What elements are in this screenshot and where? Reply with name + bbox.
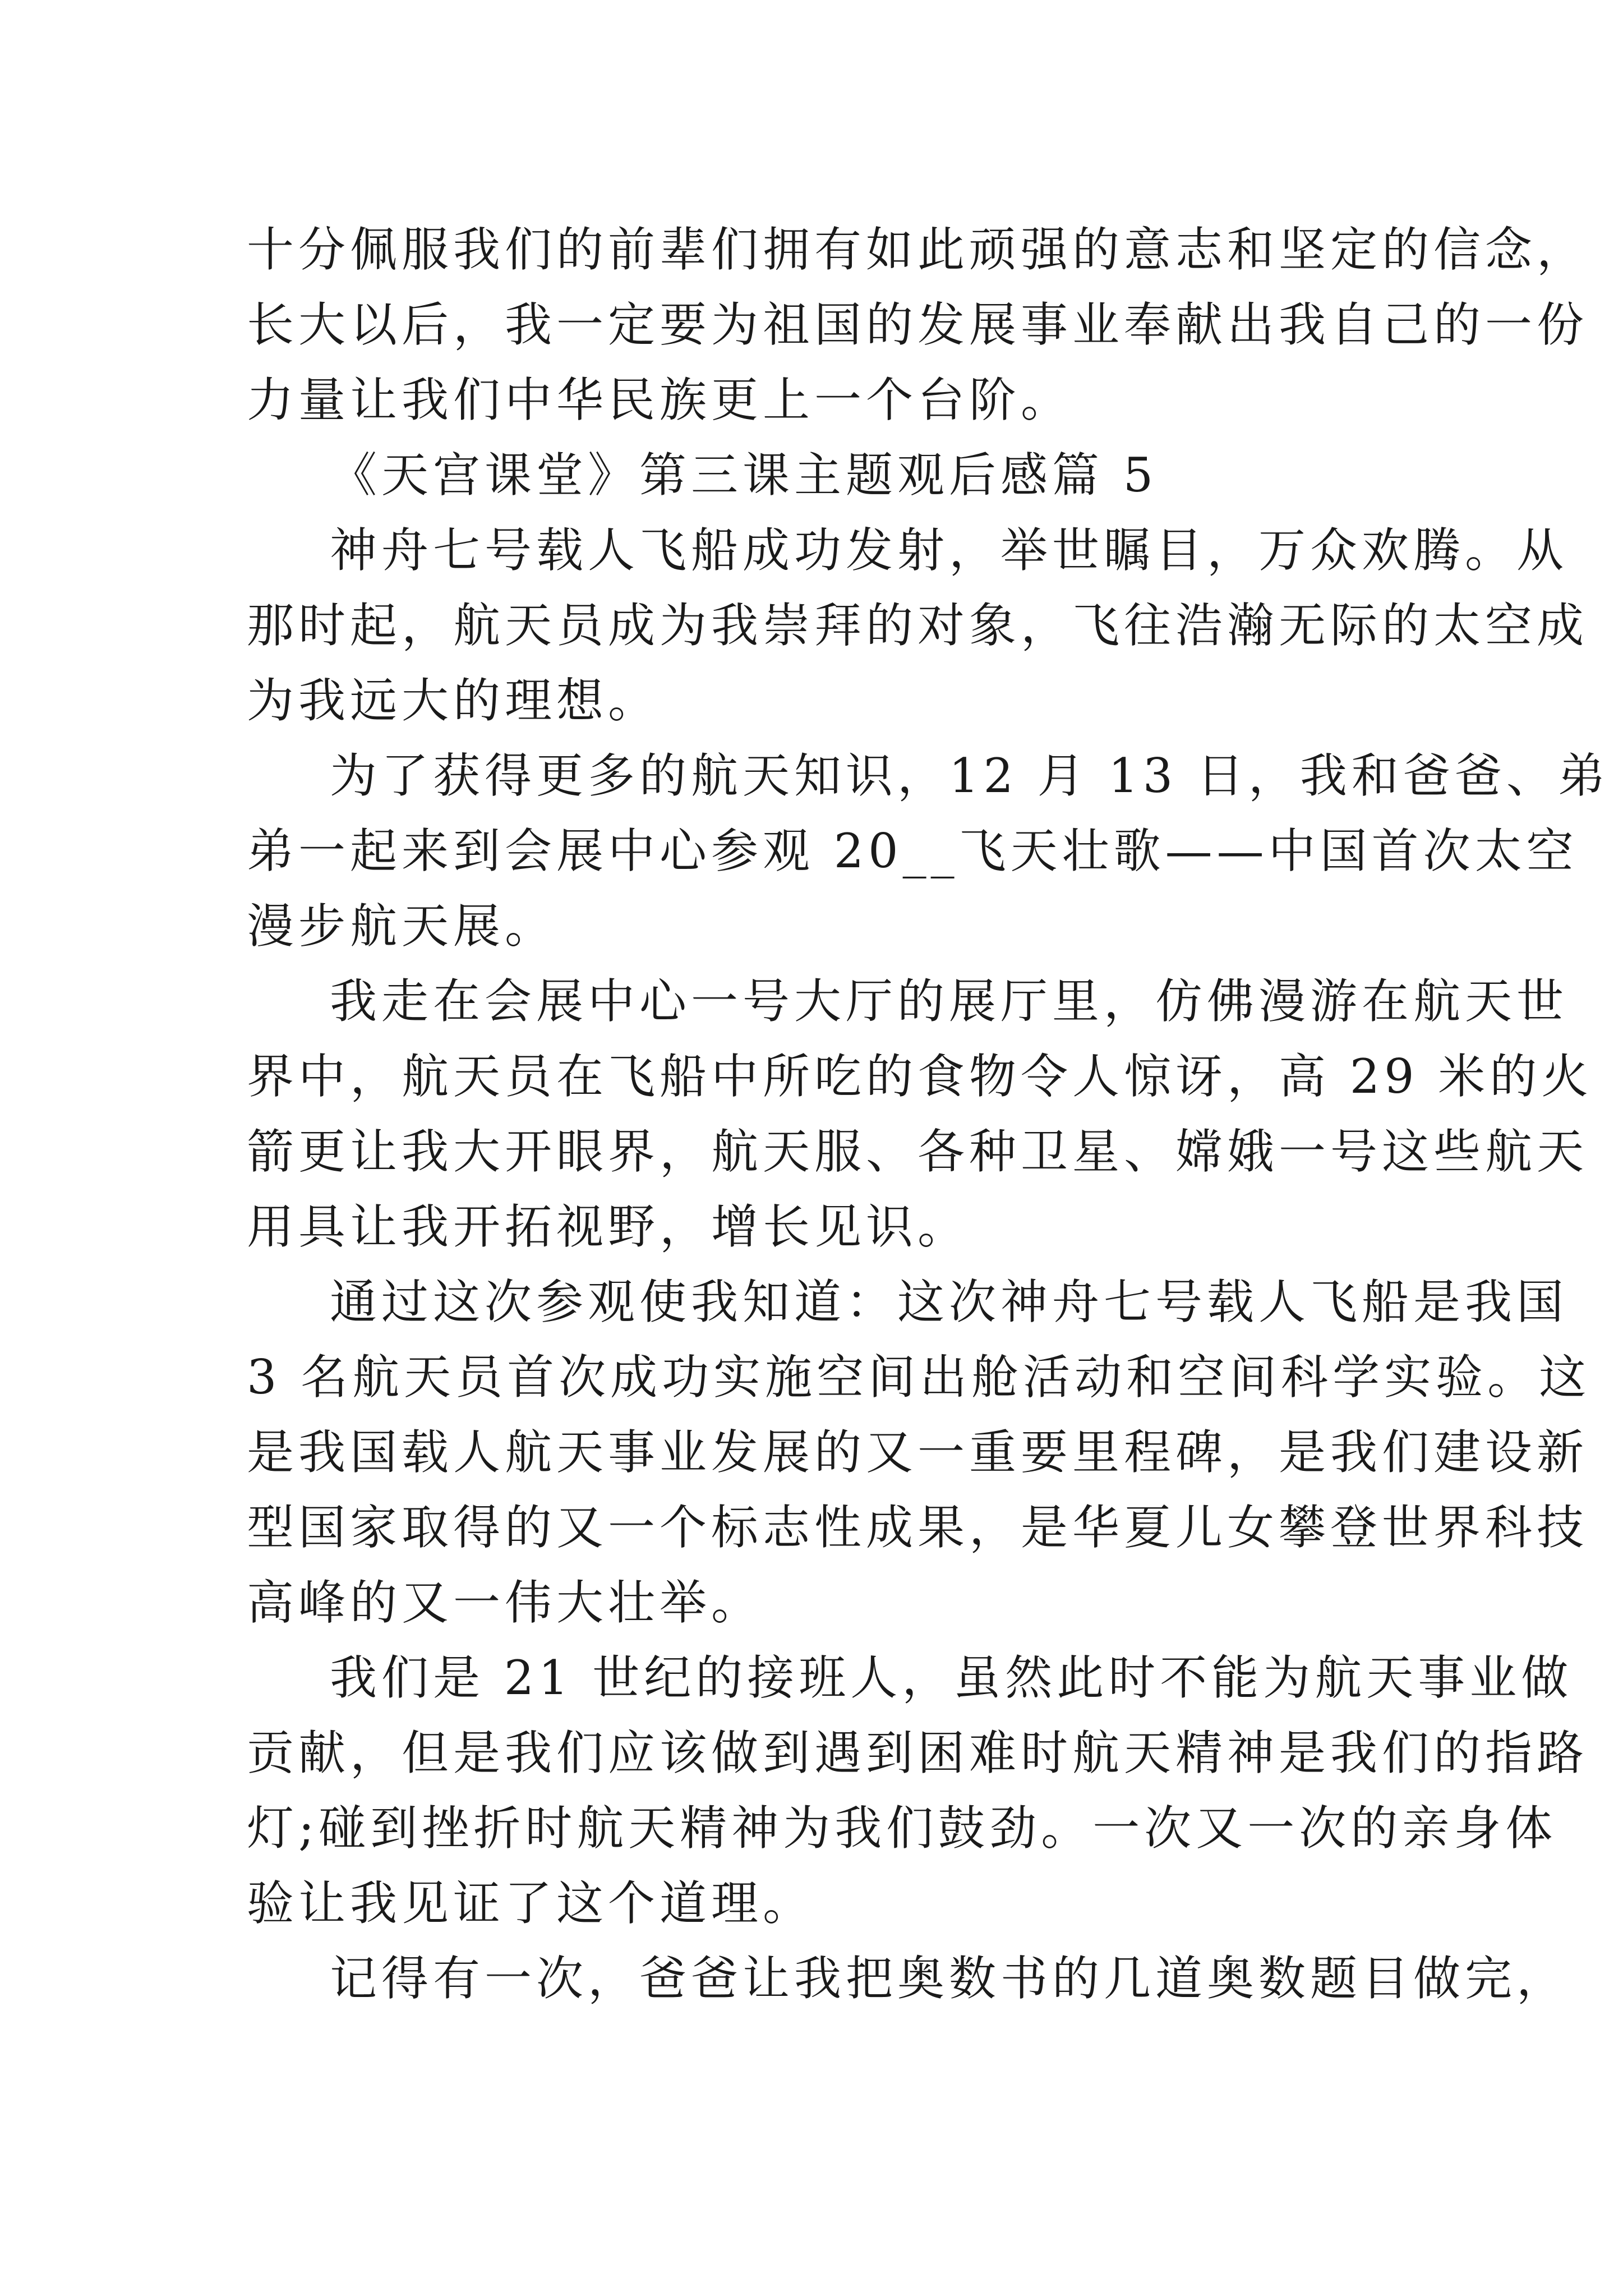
text-line: 力量让我们中华民族更上一个台阶。 xyxy=(247,372,1073,427)
text-line: 高峰的又一伟大壮举。 xyxy=(247,1575,763,1630)
text-line: 3 名航天员首次成功实施空间出舱活动和空间科学实验。这 xyxy=(247,1350,1591,1405)
text-line: 用具让我开拓视野，增长见识。 xyxy=(247,1199,970,1254)
text-line: 为我远大的理想。 xyxy=(247,673,660,728)
text-line: 长大以后，我一定要为祖国的发展事业奉献出我自己的一份 xyxy=(247,297,1589,352)
section-heading: 《天宫课堂》第三课主题观后感篇 5 xyxy=(330,448,1158,503)
text-line: 漫步航天展。 xyxy=(247,899,557,954)
text-line: 验让我见证了这个道理。 xyxy=(247,1876,815,1931)
text-line: 我们是 21 世纪的接班人，虽然此时不能为航天事业做 xyxy=(330,1650,1573,1705)
text-line: 我走在会展中心一号大厅的展厅里，仿佛漫游在航天世 xyxy=(330,974,1569,1029)
document-page xyxy=(247,212,1610,2016)
text-line: 贡献，但是我们应该做到遇到困难时航天精神是我们的指路 xyxy=(247,1726,1589,1780)
text-line: 记得有一次，爸爸让我把奥数书的几道奥数题目做完， xyxy=(330,1951,1569,2006)
text-line: 为了获得更多的航天知识，12 月 13 日，我和爸爸、弟 xyxy=(330,748,1610,803)
text-line: 是我国载人航天事业发展的又一重要里程碑，是我们建设新 xyxy=(247,1425,1589,1480)
text-line: 型国家取得的又一个标志性成果，是华夏儿女攀登世界科技 xyxy=(247,1500,1589,1555)
text-line: 那时起，航天员成为我崇拜的对象，飞往浩瀚无际的太空成 xyxy=(247,598,1589,653)
text-line: 界中，航天员在飞船中所吃的食物令人惊讶，高 29 米的火 xyxy=(247,1049,1593,1104)
text-line: 十分佩服我们的前辈们拥有如此顽强的意志和坚定的信念， xyxy=(247,222,1589,277)
text-line: 箭更让我大开眼界，航天服、各种卫星、嫦娥一号这些航天 xyxy=(247,1124,1589,1179)
text-line: 弟一起来到会展中心参观 20__飞天壮歌——中国首次太空 xyxy=(247,823,1578,878)
text-line: 通过这次参观使我知道：这次神舟七号载人飞船是我国 xyxy=(330,1274,1569,1329)
text-line: 灯;碰到挫折时航天精神为我们鼓劲。一次又一次的亲身体 xyxy=(247,1801,1557,1856)
text-line: 神舟七号载人飞船成功发射，举世瞩目，万众欢腾。从 xyxy=(330,523,1569,578)
